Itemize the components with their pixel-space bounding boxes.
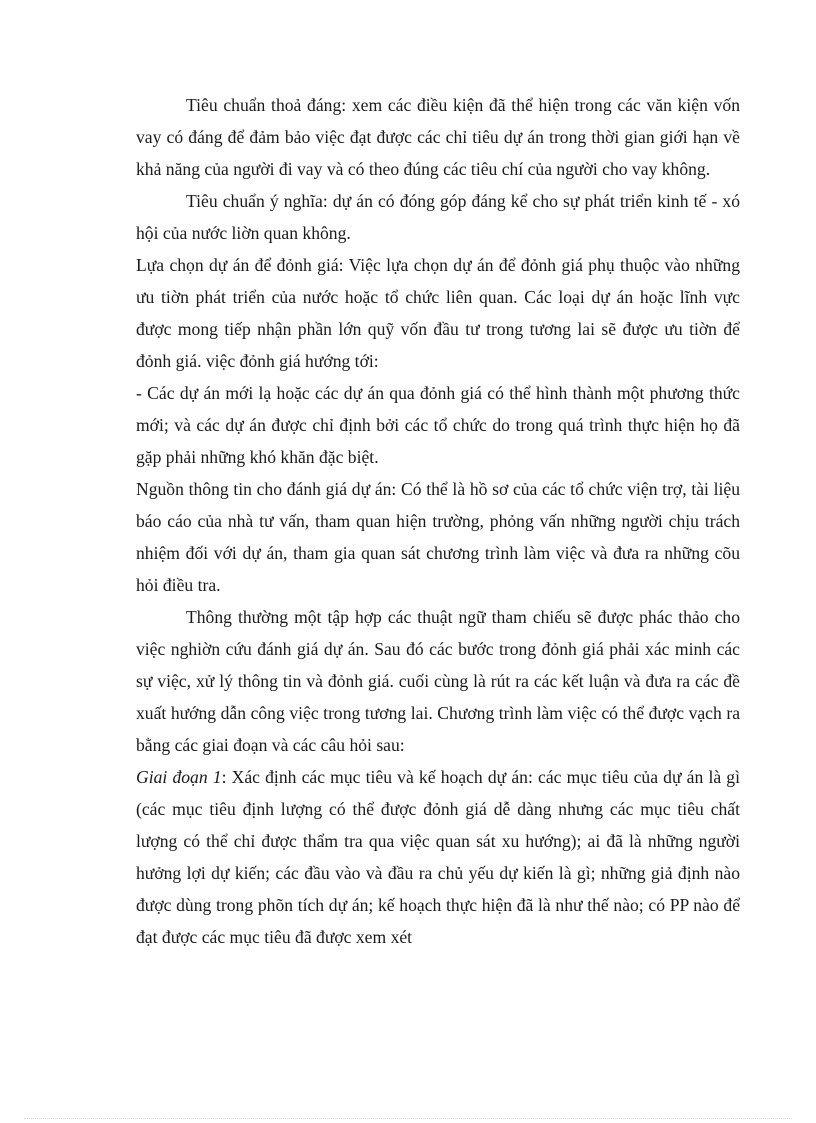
document-body xyxy=(136,89,740,953)
paragraph-terms-of-reference: Thông thường một tập hợp các thuật ngữ tham chiếu sẽ được phác thảo cho việc nghiờn cứu đánh giá dự án. Sau đó các bước trong đỏnh giá phải xác minh các sự việc, xử lý thông tin và đỏnh giá. cuối cùng là rút ra các kết luận và đưa ra các đề xuất hướng dẫn công việc trong tương lai. Chương trình làm việc có thể được vạch ra bằng các giai đoạn và các câu hỏi sau: xyxy=(136,607,740,755)
stage-1-text: : Xác định các mục tiêu và kế hoạch dự án: các mục tiêu của dự án là gì (các mục tiêu định lượng có thể được đỏnh giá dễ dàng nhưng các mục tiêu chất lượng có thể chỉ được thẩm tra qua việc quan sát xu hướng); ai đã là những người hưởng lợi dự kiến; các đầu vào và đầu ra chủ yếu dự kiến là gì; những giả định nào được dùng trong phõn tích dự án; kế hoạch thực hiện đã là như thế nào; có PP nào để đạt được các mục tiêu đã được xem xét xyxy=(136,767,740,947)
paragraph-new-projects: - Các dự án mới lạ hoặc các dự án qua đỏnh giá có thể hình thành một phương thức mới; và các dự án được chỉ định bởi các tổ chức do trong quá trình thực hiện họ đã gặp phải những khó khăn đặc biệt. xyxy=(136,383,740,467)
paragraph-significance-criterion: Tiêu chuẩn ý nghĩa: dự án có đóng góp đáng kể cho sự phát triển kinh tế - xó hội của nước liờn quan không. xyxy=(136,191,740,243)
page-bottom-divider xyxy=(24,1118,792,1119)
paragraph-information-sources: Nguồn thông tin cho đánh giá dự án: Có thể là hồ sơ của các tổ chức viện trợ, tài liệu báo cáo của nhà tư vấn, tham quan hiện trường, phỏng vấn những người chịu trách nhiệm đối với dự án, tham gia quan sát chương trình làm việc và đưa ra những cõu hỏi điều tra. xyxy=(136,479,740,595)
paragraph-stage-1 xyxy=(136,761,740,953)
stage-1-label: Giai đoạn 1 xyxy=(136,767,222,787)
paragraph-project-selection: Lựa chọn dự án để đỏnh giá: Việc lựa chọn dự án để đỏnh giá phụ thuộc vào những ưu tiờn phát triển của nước hoặc tổ chức liên quan. Các loại dự án hoặc lĩnh vực được mong tiếp nhận phần lớn quỹ vốn đầu tư trong tương lai sẽ được ưu tiờn để đỏnh giá. việc đỏnh giá hướng tới: xyxy=(136,255,740,371)
paragraph-adequacy-criterion: Tiêu chuẩn thoả đáng: xem các điều kiện đã thể hiện trong các văn kiện vốn vay có đáng để đảm bảo việc đạt được các chỉ tiêu dự án trong thời gian giới hạn về khả năng của người đi vay và có theo đúng các tiêu chí của người cho vay không. xyxy=(136,95,740,179)
